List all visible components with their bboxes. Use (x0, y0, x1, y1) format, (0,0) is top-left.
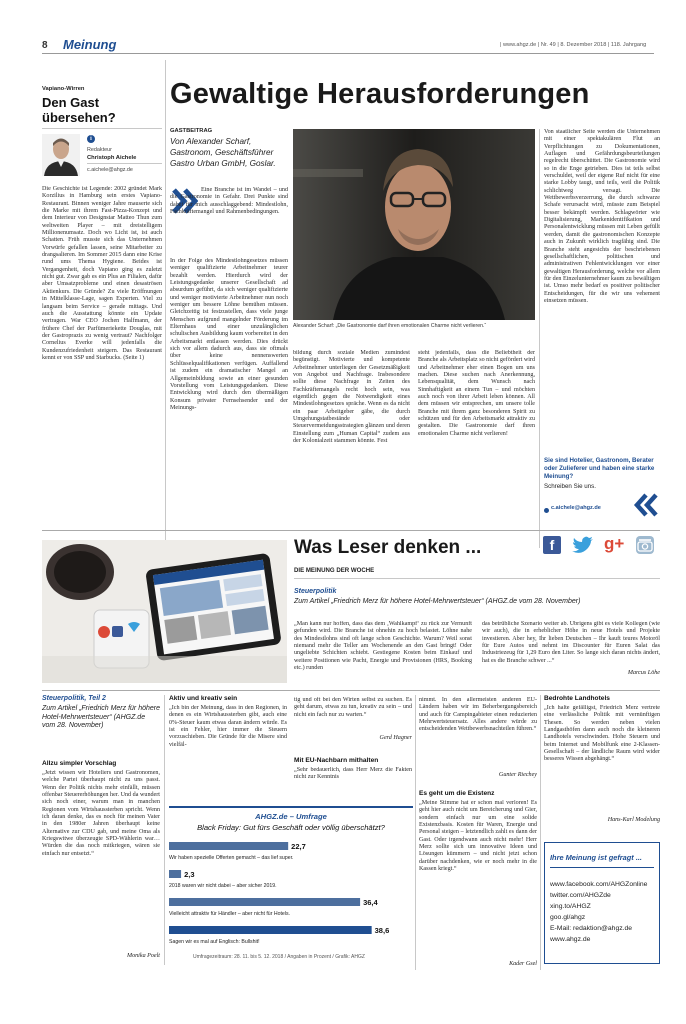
bottom-divider-3 (540, 695, 541, 970)
leser-topic: Steuerpolitik (294, 588, 337, 595)
poll-label-3: Vielleicht attraktiv für Händler – aber nicht für Hotels. (169, 911, 291, 917)
poll-bar-1 (169, 842, 288, 850)
info-icon: i (87, 135, 95, 143)
poll-label-1: Wir haben spezielle Offerten gemacht – das lief super. (169, 855, 294, 861)
article-headline: Gewaltige Herausforderungen (170, 78, 590, 110)
leser-signature: Marcus Löhe (627, 670, 660, 676)
poll-bar-3 (169, 898, 360, 906)
sidebar-kicker: Vapiano-Wirren (42, 86, 85, 92)
sig-c: Gerd Hagner (379, 735, 412, 741)
cta-email[interactable]: c.aichele@ahgz.de (551, 505, 601, 511)
facebook-icon[interactable]: f (543, 536, 561, 554)
leser-letter1: „Man kann nur hoffen, dass das dem ‚Wahlkampf‘ zu rück zur Vernunft gefunden wird. Die Branche ist ohnehin zu hoch belastet. Löhne nahe des Mindestlohns sind oft lange schon Geschichte. Warum? Weil sonst niemand mehr die Teller am Wochenende an den Gast bringt! Oder ungeliebte Schichten schiebt. Gestiegene Kosten beim Einkauf und weitere Positionen wie Pacht, Energie und Provisionen (HRS, Booking etc.) runden (294, 621, 472, 672)
sidebar-title-line1: Den Gast (42, 95, 100, 110)
article-col4: Von staatlicher Seite werden die Unternehmen mit einer spektakulären Flut an Verpflichtungen zu Dokumentationen, Auflagen und Gefährdungsbeurteilungen regelrecht überschüttet. Die Gastronomie wird so in die Enge getrieben. Dies ist teils selbst verschuldet, weil der eigene Ruf nicht für eine starke Lobby taugt, und teils, weil die Politik schlichtweg versagt. Die Wettbewerbsverzerrung, die durch schwarze Schafe verursacht wird, müsste zum Beispiel besser bekämpft werden. Schlagwörter wie Digitalisierung, Markenidentifikation und Personalentwicklung müssen mit Leben gefüllt werden, damit die gastronomischen Konzepte auch in Zukunft wirklich tragfähig sind. Die Branche steht angesichts der beschriebenen gesellschaftlichen, politischen und administrativen Fehlentwicklungen vor einer gewaltigen Herausforderung, welche vor allem für den Einzelunternehmer kaum zu bewältigen ist. Umso mehr bedarf es positiver politischer Entscheidungen, für die wir uns vehement einsetzen müssen. (544, 129, 660, 304)
sidebar-rule (42, 128, 162, 129)
section-title: Meinung (63, 37, 117, 52)
contact-email[interactable]: E-Mail: redaktion@ahgz.de (550, 925, 633, 932)
sidebar-divider (165, 60, 166, 550)
bottom-divider-2 (415, 695, 416, 970)
article-kicker: GASTBEITRAG (170, 128, 213, 134)
article-col1: In der Folge des Mindestlohngesetzes müssen weniger qualifizierte Arbeitnehmer teurer bezahlt werden. Hierdurch wird der Leistungsgedanke unserer Gesellschaft ad absurdum geführt, da sich weniger qualifizierte und weniger motivierte Arbeitnehmer nun noch weniger um bessere Löhne bemühen müssen. Gleichzeitig ist festzustellen, dass viele junge Menschen aufgrund mangelnder Förderung im Elternhaus und einer unzulänglichen schulischen Ausbildung kaum vorbereitet in den Arbeitsmarkt entlassen werden. Dies drückt sich vor allem dadurch aus, dass sie oftmals über keine nennenswerten Schlüsselqualifikationen verfügen. Auffallend ist zudem ein dramatischer Mangel an Allgemeinbildung sowie an einer gesunden Vorstellung vom Leistungsgedanken. Diese Entwicklung wird durch den übermäßigen Konsum privater Fernsehsender und der Meinungs- (170, 258, 288, 411)
poll-chart (169, 838, 413, 958)
back-chevron-icon (633, 492, 659, 518)
photo-caption: Alexander Scharf: „Die Gastronomie darf ihren emotionalen Charme nicht verlieren.“ (293, 323, 487, 329)
google-plus-icon[interactable]: g+ (604, 534, 625, 553)
text-c: tig und oft bei den Wirten selbst zu suchen. Es geht darum, etwas zu tun, kreativ zu sein – und nicht ein fach nur zu warten.“ (294, 697, 412, 718)
sig-f: Kader Gsel (509, 961, 537, 967)
instagram-icon[interactable] (636, 536, 654, 554)
contact-website[interactable]: www.ahgz.de (550, 936, 591, 943)
heading-d: Mit EU-Nachbarn mithalten (294, 757, 379, 764)
cta-sub: Schreiben Sie uns. (544, 483, 596, 490)
leser-ref: Zum Artikel „Friedrich Merz für höhere Hotel-Mehrwertsteuer“ (AHGZ.de vom 28. November) (294, 598, 581, 605)
poll-label-4: Sagen wir es mal auf Englisch: Bullshit! (169, 939, 260, 945)
poll-question: Black Friday: Gut fürs Geschäft oder völlig überschätzt? (197, 823, 385, 832)
author-photo (293, 129, 535, 320)
avatar (42, 134, 80, 176)
bottom-rule (42, 690, 660, 691)
contact-facebook[interactable]: www.facebook.com/AHGZonline (550, 881, 648, 888)
poll-value-4: 38,6 (374, 926, 390, 935)
author-role: Redakteur (87, 147, 112, 153)
tablet-photo (42, 540, 287, 683)
bottom-divider-1 (164, 695, 165, 965)
twitter-icon[interactable] (572, 536, 594, 554)
sidebar-title (42, 95, 116, 125)
sig-e: Gunter Riechey (498, 772, 537, 778)
cta-text: Sie sind Hotelier, Gastronom, Berater oder Zulieferer und haben eine starke Meinung? (544, 457, 655, 480)
text-a: „Jetzt wissen wir Hoteliers und Gastronomen, welche Partei überhaupt nicht zu uns passt. Wenn der Politik nichts mehr einfällt, müssen offenbar Steuererhöhungen her. Und da wundert sich noch einer, warum man in manchen Regionen vom Wirtshaussterben spricht. Wenn ich daran denke, das es noch für meinen Vater in den 1980er Jahren überhaupt keine Alternative zur CDU gab, und meine Oma als Kriegswitwe überzeugte SPD-Wählerin war… Würden die das noch mitkriegen, wären sie einfach nur entsetzt.“ (42, 770, 160, 857)
heading-a: Allzu simpler Vorschlag (42, 760, 117, 767)
bottom-ref: Zum Artikel „Friedrich Merz für höhere Hotel-Mehrwertsteuer“ (AHGZ.de vom 28. November) (42, 705, 160, 730)
article-intro-text: Eine Branche ist im Wandel – und die Gastronomie in Gefahr. Drei Punkte sind dabei für mich ausschlaggebend: Mindestlohn, Fachkräftemangel und Rahmenbedingungen. (170, 187, 288, 216)
text-f: „Meine Stimme hat er schon mal verloren! Es geht hier auch nicht um Bereicherung und Gier, sondern einfach nur um eine solide Existenzbasis. Kosten für Waren, Energie und Personal steigen – letztendlich zahlt es dann der Gast. Oder irgendwann auch nicht mehr! Herr Merz sollte sich um innovative Ideen und Lösungen kümmern – und nicht jetzt schon darüber nachdenken, wie er noch mehr in die Kassen kriegt.“ (419, 800, 537, 873)
article-intro (170, 187, 288, 247)
poll-top-rule (169, 806, 413, 808)
text-e: nimmt. In den allermeisten anderen EU-Ländern haben wir im Beherbergungsbereich und auch für Campingabieter einen reduzierten Mehrwertsteuersatz. Alles andere würde zu entscheidenden Wettbewerbsnachteilen führen.“ (419, 697, 537, 733)
article-col3: steht jedenfalls, dass die Beliebtheit der Branche als Arbeitsplatz so nicht gefördert wird und Arbeitnehmer eher einen Bogen um uns machen. Diese suchen nach Anerkennung, Lebensqualität, dem Wunsch nach Sinnhaftigkeit an einem Tun – und möchten auch noch von ihrer Arbeit leben können. All dem müssen wir entsprechen, um unsere tolle Branche mit ihrem ganz besonderen Spirit zu schützen und für den Arbeitsmarkt attraktiv zu gestalten. Die Gastronomie darf ihren emotionalen Charme nicht verlieren! (418, 350, 535, 437)
contact-twitter[interactable]: twitter.com/AHGZde (550, 892, 611, 899)
author-rule (87, 163, 162, 164)
poll-label-2: 2018 waren wir nicht dabei – aber sicher 2019. (169, 883, 277, 889)
heading-f: Es geht um die Existenz (419, 790, 495, 797)
article-byline: Von Alexander Scharf, Gastronom, Geschäftsführer Gastro Urban GmbH, Goslar. (170, 137, 276, 168)
poll-bar-4 (169, 926, 372, 934)
poll-title: AHGZ.de – Umfrage (255, 812, 327, 821)
contact-xing[interactable]: xing.to/AHGZ (550, 903, 591, 910)
poll-value-1: 22,7 (291, 842, 306, 851)
heading-g: Bedrohte Landhotels (544, 695, 610, 702)
col4-divider (539, 129, 540, 548)
issue-meta: | www.ahgz.de | Nr. 49 | 8. Dezember 2018 | 118. Jahrgang (500, 42, 647, 48)
poll-bar-2 (169, 870, 181, 878)
bottom-topic: Steuerpolitik, Teil 2 (42, 695, 106, 702)
author-name: Christoph Aichele (87, 155, 137, 161)
leser-subtitle-rule (294, 578, 660, 579)
email-icon (544, 508, 549, 513)
author-email[interactable]: c.aichele@ahgz.de (87, 167, 133, 173)
contact-google[interactable]: goo.gl/ahgz (550, 914, 586, 921)
poll-value-3: 36,4 (363, 898, 378, 907)
article-col2: bildung durch soziale Medien zumindest begünstigt. Motivierte und kompetente Arbeitnehmer unterliegen der Gesetzmäßigkeit von Angebot und Nachfrage. Insbesondere sollte diese Nachfrage in Zeiten des Fachkräftemangels recht hoch sein, was eigentlich gegen die Notwendigkeit eines Mindestlohngesetzes spräche. Wenn es da nicht ein paar Arbeitgeber gäbe, die durch Umgehungstatbestände oder Steuervermeidungsstrategien glänzen und deren Einstellung zum „Human Capital“ zudem aus der Kolonialzeit stammen könnte. Fest (293, 350, 410, 445)
text-b: „Ich bin der Meinung, dass in den Regionen, in denen es ein Wirtshaussterben gibt, auch eine 0%-Steuer kaum etwas daran ändern würde. Es ist ein Fehler, hier immer die Steuern vorzuschieben. Die Gründe für die Misere sind vielfäl- (169, 705, 287, 748)
mid-rule (42, 530, 660, 531)
page-number: 8 (42, 40, 48, 51)
sidebar-title-line2: übersehen? (42, 110, 116, 125)
text-g: „Ich halte gefälligst, Friedrich Merz vertrete eine verlässliche Politik mit vernünftigen Thesen. So werden neben vielen Landgasthöfen dann auch noch die kleineren Landhotels verschwinden. Hohe Steuern und beim Internet und Mobilfunk eine 2-Klassen-Gesellschaft – der ländliche Raum wird wider besseres Wissen abgehängt.“ (544, 705, 660, 763)
sidebar-body: Die Geschichte ist Legende: 2002 gründet Mark Korzilius in Hamburg sein erstes Vapiano-Restaurant. Binnen weniger Jahre mauserte sich die Marke mit ihrem Fast-Pizza-Konzept und dem Interieur von Designstar Matteo Thun zum weltweiten Player – mit dreistelligem Millionenumsatz. Doch wo Licht ist, ist auch Schatten. Früh musste sich das Unternehmen Vorwürfe gefallen lassen, seine Mitarbeiter zu drangsalieren. Im Sommer 2015 dann eine Krise rund ums Thema Hygiene. Beides ist Vergangenheit, doch Vapiano ging es zuletzt nicht gut. Zwar gab es ein Plus an Filialen, dafür aber Umsatzprobleme und einen desaströsen Aktienkurs. Die Gründe? Zu viele Eröffnungen in Mittelklasse-Lage, sagen Experten. Viel zu langsam beim Service – gerade mittags. Und auch die Ausstattung könnte ein Update vertragen. War CEO Jochen Halfmann, der frühere Chef der Parfümeriekette Douglas, mit der Gastroprazis zu wenig vertraut? Nachfolger Cornelius Everke will jedenfalls die Kundenzufriedenheit steigern. Das Restaurant kennt er von SSP und Starbucks. (Seite 1) (42, 186, 162, 361)
heading-b: Aktiv und kreativ sein (169, 695, 238, 702)
poll-box (169, 806, 413, 966)
contact-lines (550, 879, 658, 945)
poll-footer: Umfragezeitraum: 28. 11. bis 5. 12. 2018 / Angaben in Prozent / Grafik: AHGZ (193, 954, 365, 960)
poll-value-2: 2,3 (184, 870, 195, 879)
contact-title: Ihre Meinung ist gefragt ... (550, 853, 642, 862)
sig-a: Monika Poelt (127, 953, 160, 959)
contact-box (544, 842, 660, 964)
leser-subtitle: DIE MEINUNG DER WOCHE (294, 567, 375, 574)
header-rule (42, 53, 654, 54)
leser-letter1b: das betrübliche Szenario weiter ab. Übrigens gibt es viele Kollegen (wie wir auch), die in erheblicher Höhe in neue Hotels und Projekte investieren. Aber hey, Ihr lieben Deutschen – Ihr kauft teures Motoröl für Eure Autos und nehmt im Discounter für Euren Salat das Industriezeug für 1,29 Euro den Liter. So lange sich daran nichts ändert, hat es die Branche schwer ...“ (482, 621, 660, 664)
contact-rule (550, 867, 654, 868)
sig-g: Hans-Karl Modelung (607, 817, 660, 823)
leser-title: Was Leser denken ... (294, 537, 482, 558)
text-d: „Sehr bedauerlich, dass Herr Merz die Fakten nicht zur Kenntnis (294, 767, 412, 781)
